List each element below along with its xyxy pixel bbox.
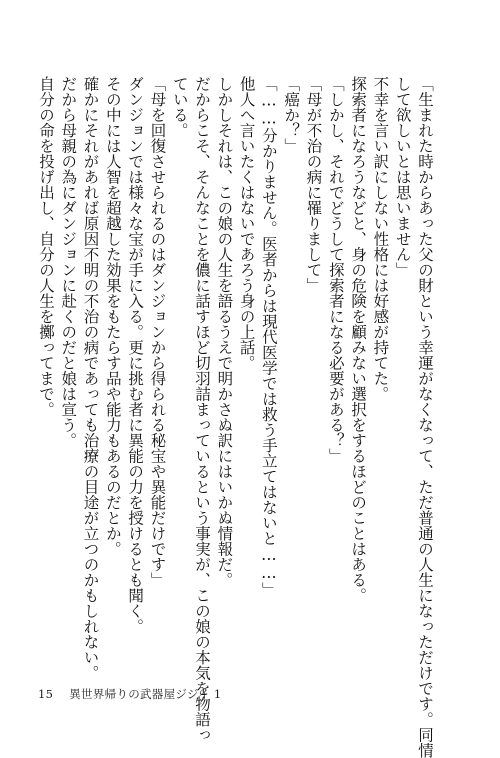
text-line-6: 「母が不治の病に罹りまして」 — [304, 76, 323, 293]
text-line-3: 不幸を言い訳にしない性格には好感が持てた。 — [371, 76, 390, 402]
book-title: 異世界帰りの武器屋ジジイ 1 — [69, 687, 222, 701]
text-line-4: 探索者になろうなどと、身の危険を顧みない選択をするほどのことはある。 — [349, 76, 368, 603]
page-number: 15 — [38, 687, 54, 701]
text-line-11: だからこそ、そんなことを儂に話すほど切羽詰まっているという事実が、この娘の本気を物語っ — [193, 76, 212, 743]
text-line-9: 他人へ言いたくはないであろう身の上話。 — [237, 76, 256, 371]
text-line-7: 「癌か？」 — [282, 76, 301, 154]
text-line-10: しかしそれは、この娘の人生を語るうえで明かさぬ訳にはいかぬ情報だ。 — [215, 76, 234, 588]
text-line-17: だから母親の為にダンジョンに赴くのだと娘は宣う。 — [59, 76, 78, 448]
text-line-16: 確かにそれがあれば原因不明の不治の病であっても治療の目途が立つのかもしれない。 — [81, 76, 100, 681]
text-line-14: ダンジョンでは様々な宝が手に入る。更に挑む者に異能の力を授けるとも聞く。 — [126, 76, 145, 634]
text-line-12: ている。 — [170, 76, 189, 138]
page-footer — [38, 686, 222, 702]
text-line-1: 「生まれた時からあった父の財という幸運がなくなって、ただ普通の人生になっただけです。同情 — [416, 76, 434, 758]
text-line-2: して欲しいとは思いません」 — [393, 76, 412, 278]
text-line-13: 「母を回復させられるのはダンジョンから得られる秘宝や異能だけです」 — [148, 76, 167, 588]
text-line-15: その中には人智を超越した効果をもたらす品や能力もあるのだとか。 — [103, 76, 122, 557]
text-line-5: 「しかし、それでどうして探索者になる必要がある？」 — [326, 76, 345, 464]
text-line-18: 自分の命を投げ出し、自分の人生を擲ってまで。 — [36, 76, 55, 417]
text-line-8: 「……分かりません。医者からは現代医学では救う手立てはないと……」 — [259, 76, 278, 598]
